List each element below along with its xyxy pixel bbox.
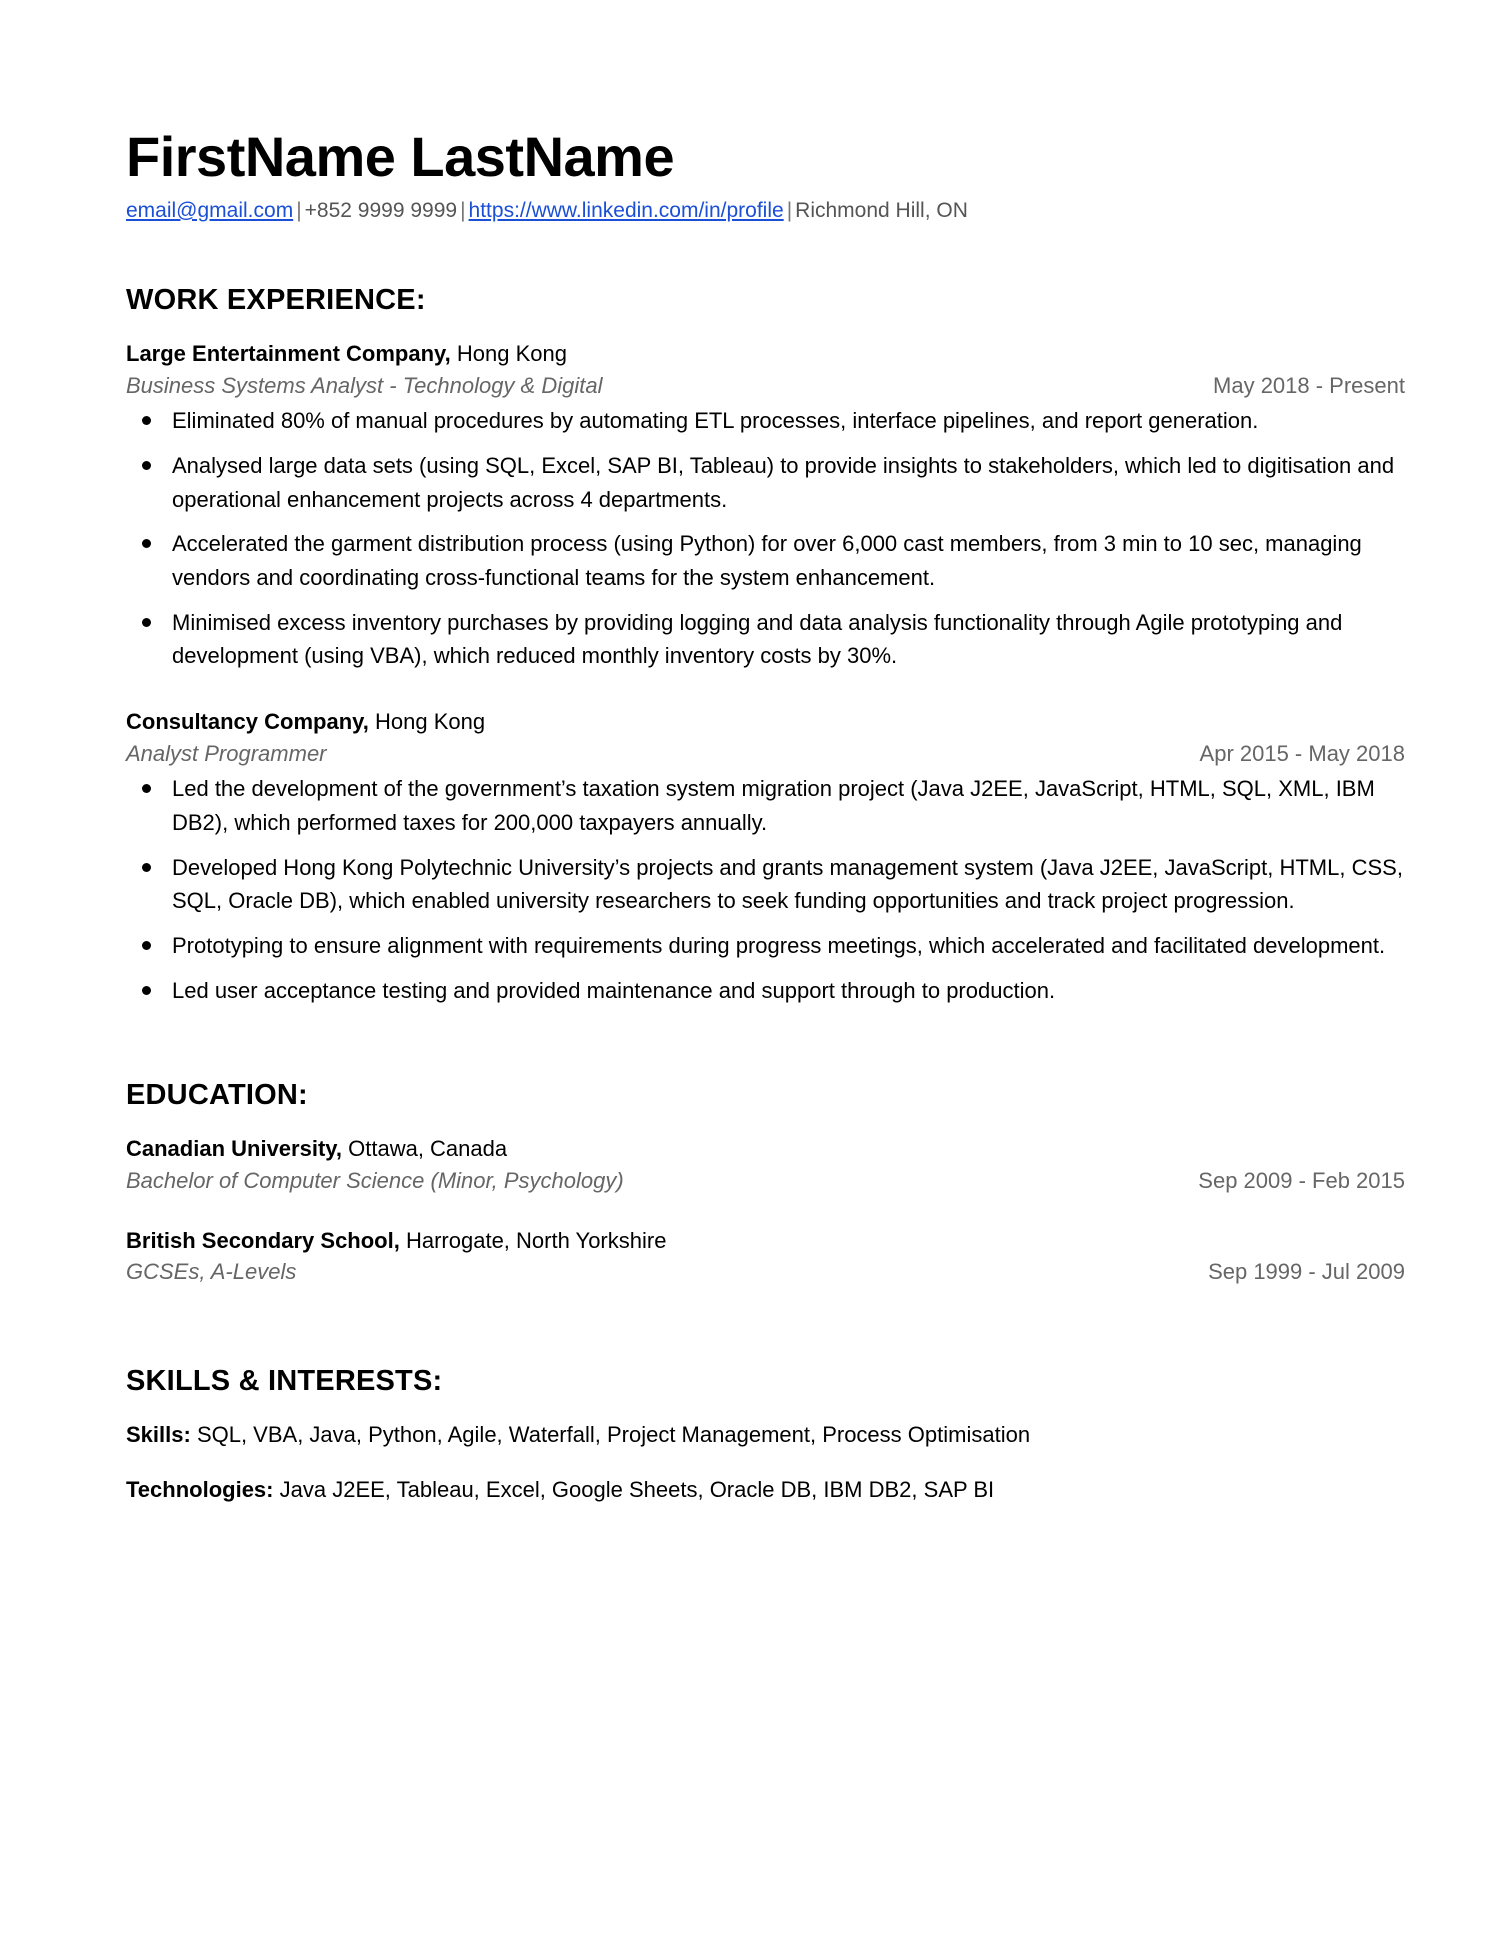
job-bullet [126,449,1405,516]
bullet-dot-icon [142,941,151,950]
education-section [126,1079,1405,1287]
education-degree: GCSEs, A-Levels [126,1259,297,1285]
skills-line [126,1420,1405,1451]
bullet-dot-icon [142,416,151,425]
bullet-dot-icon [142,461,151,470]
education-dates: Sep 2009 - Feb 2015 [1198,1168,1405,1194]
bullet-dot-icon [142,986,151,995]
job-dates: Apr 2015 - May 2018 [1199,740,1405,766]
job-bullet-text: Led the development of the government’s taxation system migration project (Java J2EE, JavaScript, HTML, SQL, XML, IBM DB2), which performed taxes for 200,000 taxpayers annually. [172,776,1375,836]
skills-section [126,1365,1405,1506]
education-school: British Secondary School, [126,1227,400,1253]
education-degree-row [126,1166,1405,1196]
education-school: Canadian University, [126,1136,342,1162]
job-bullet [126,851,1405,918]
job-bullet [126,974,1405,1008]
job-bullet [126,929,1405,963]
contact-separator-1: | [296,198,302,222]
job-bullet-list [126,772,1405,1007]
technologies-line [126,1475,1405,1506]
job-entry [126,339,1405,673]
job-company: Large Entertainment Company, [126,341,451,367]
job-entry [126,707,1405,1007]
job-role: Analyst Programmer [126,740,327,766]
job-company: Consultancy Company, [126,709,369,735]
bullet-dot-icon [142,539,151,548]
job-organisation [126,339,1405,369]
education-organisation [126,1134,1405,1164]
job-location: Hong Kong [456,341,567,367]
education-degree: Bachelor of Computer Science (Minor, Psychology) [126,1168,624,1194]
job-bullet-text: Accelerated the garment distribution process (using Python) for over 6,000 cast members, from 3 min to 10 sec, managing vendors and coordinating cross-functional teams for the system enhancement. [172,531,1362,591]
job-bullet-text: Developed Hong Kong Polytechnic University’s projects and grants management system (Java J2EE, JavaScript, HTML, CSS, SQL, Oracle DB), which enabled university researchers to seek funding opportunities and track project progression. [172,854,1403,914]
education-organisation [126,1226,1405,1256]
job-bullet [126,404,1405,438]
work-experience-section [126,284,1405,1007]
email-link[interactable]: email@gmail.com [126,198,294,222]
section-title-work: WORK EXPERIENCE: [126,284,426,317]
candidate-name: FirstName LastName [126,125,675,188]
bullet-dot-icon [142,784,151,793]
job-bullet [126,606,1405,673]
location-text: Richmond Hill, ON [795,198,968,222]
job-location: Hong Kong [374,709,486,735]
bullet-dot-icon [142,618,151,627]
job-bullet [126,772,1405,839]
job-bullet-text: Minimised excess inventory purchases by providing logging and data analysis functionality through Agile prototyping and development (using VBA), which reduced monthly inventory costs by 30%. [172,609,1343,669]
job-role: Business Systems Analyst - Technology & Digital [126,372,603,398]
job-bullet-text: Prototyping to ensure alignment with requirements during progress meetings, which accelerated and facilitated development. [172,933,1386,959]
job-bullet-text: Analysed large data sets (using SQL, Excel, SAP BI, Tableau) to provide insights to stakeholders, which led to digitisation and operational enhancement projects across 4 departments. [172,453,1395,512]
bullet-dot-icon [142,863,151,872]
linkedin-link[interactable]: https://www.linkedin.com/in/profile [468,198,784,222]
education-degree-row [126,1257,1405,1287]
phone-text: +852 9999 9999 [304,198,458,222]
education-entry [126,1226,1405,1287]
contact-line [126,197,1405,224]
technologies-label: Technologies: [126,1476,274,1502]
section-title-education: EDUCATION: [126,1079,308,1112]
education-location: Ottawa, Canada [348,1136,508,1162]
skills-label: Skills: [126,1422,191,1448]
education-entry [126,1134,1405,1195]
job-dates: May 2018 - Present [1213,372,1405,398]
technologies-value: Java J2EE, Tableau, Excel, Google Sheets, Oracle DB, IBM DB2, SAP BI [279,1476,995,1502]
job-bullet-text: Eliminated 80% of manual procedures by automating ETL processes, interface pipelines, and report generation. [172,408,1259,434]
skills-value: SQL, VBA, Java, Python, Agile, Waterfall, Project Management, Process Optimisation [196,1422,1031,1448]
resume-header [126,125,1405,224]
education-dates: Sep 1999 - Jul 2009 [1208,1259,1405,1285]
education-location: Harrogate, North Yorkshire [405,1227,667,1253]
job-role-row [126,371,1405,401]
section-title-skills: SKILLS & INTERESTS: [126,1365,443,1398]
job-bullet [126,527,1405,594]
job-bullet-text: Led user acceptance testing and provided maintenance and support through to production. [172,977,1056,1003]
job-role-row [126,739,1405,769]
contact-separator-2: | [460,198,466,222]
job-bullet-list [126,404,1405,673]
job-organisation [126,707,1405,737]
contact-separator-3: | [786,198,793,222]
